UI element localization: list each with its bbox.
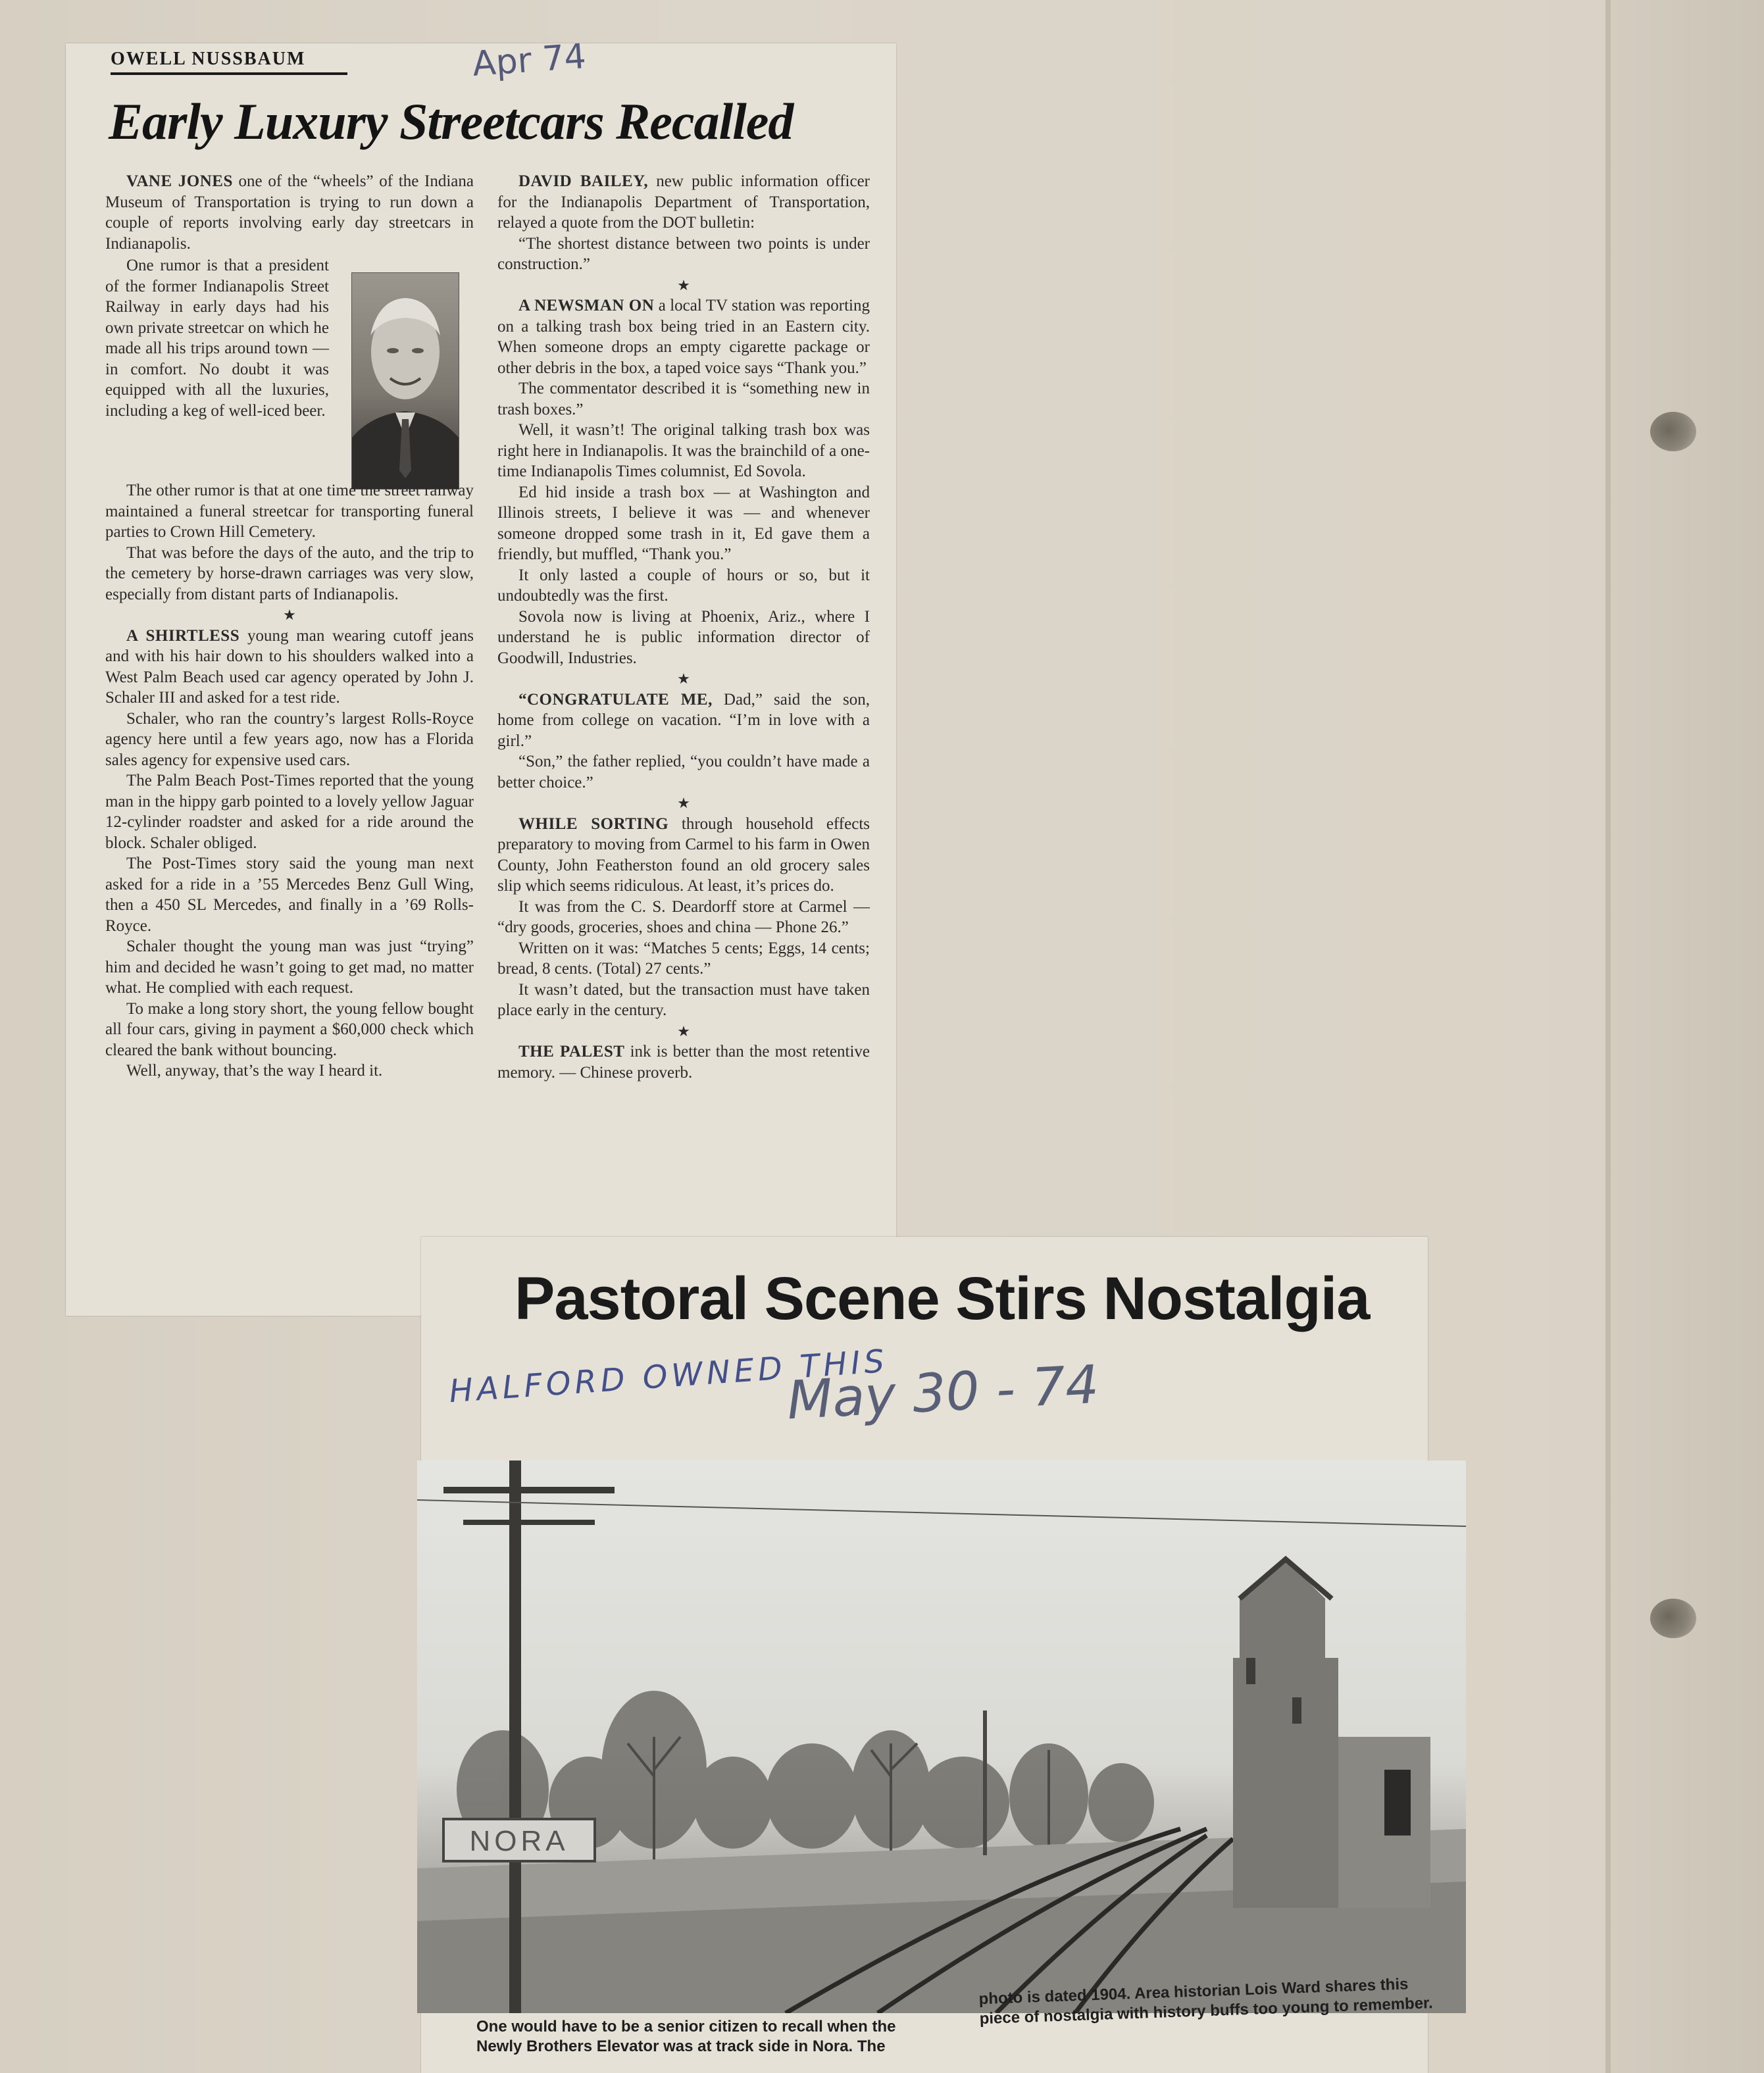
paragraph: The Post-Times story said the young man next asked for a ride in a ’55 Mercedes Benz Gull Wing, then a 450 SL Mercedes, and finally in a ’69 Rolls-Royce. [105,855,474,935]
paragraph: To make a long story short, the young fellow bought all four cars, giving in payment a $60,000 check which cleared the bank without bouncing. [105,999,474,1059]
paragraph: “The shortest distance between two points is under construction.” [497,234,870,273]
paragraph: The other rumor is that at one time the street railway maintained a funeral streetcar for transporting funeral parties to Crown Hill Cemetery. [105,482,474,541]
paragraph-lead: A NEWSMAN ON [518,297,655,314]
photo-caption-right: photo is dated 1904. Area historian Lois Ward shares this piece of nostalgia with history buffs too young to remember. [978,1975,1434,2028]
page-edge [1605,0,1611,2073]
column-1-top [105,171,474,254]
paragraph-lead: A SHIRTLESS [126,626,240,645]
paragraph: VANE JONES one of the “wheels” of the Indiana Museum of Transportation is trying to run down a couple of reports involving early day streetcars in Indianapolis. [105,172,474,253]
punch-hole-top [1650,412,1696,451]
paragraph: “Son,” the father replied, “you couldn’t have made a better choice.” [497,753,870,791]
paragraph: Schaler thought the young man was just “trying” him and decided he wasn’t going to get mad, no matter what. He complied with each request. [105,937,474,997]
photo-caption-left: One would have to be a senior citizen to recall when the Newly Brothers Elevator was at track side in Nora. The [476,2018,896,2055]
paragraph: THE PALEST ink is better than the most retentive memory. — Chinese proverb. [497,1043,870,1082]
paragraph: Written on it was: “Matches 5 cents; Eggs, 14 cents; bread, 8 cents. (Total) 27 cents.” [497,939,870,978]
section-star: ★ [677,1022,690,1039]
paragraph: A SHIRTLESS young man wearing cutoff jeans and with his hair down to his shoulders walked into a West Palm Beach used car agency operated by John J. Schaler III and asked for a test ride. [105,626,474,707]
paragraph: DAVID BAILEY, new public information officer for the Indianapolis Department of Transportation, relayed a quote from the DOT bulletin: [497,172,870,232]
column-1-wrap [105,255,329,421]
column-1-body [105,480,474,1082]
paragraph: Well, it wasn’t! The original talking trash box was right here in Indianapolis. It was the brainchild of a one-time Indianapolis Times columnist, Ed Sovola. [497,421,870,480]
nora-elevator-photo [417,1461,1466,2013]
nora-sign-text: NORA [469,1825,569,1857]
paragraph: That was before the days of the auto, and the trip to the cemetery by horse-drawn carriages was very slow, especially from distant parts of Indianapolis. [105,543,474,603]
paragraph: “CONGRATULATE ME, Dad,” said the son, home from college on vacation. “I’m in love with a girl.” [497,690,870,750]
paragraph-lead: WHILE SORTING [518,814,669,833]
handwritten-date-may: May 30 - 74 [785,1353,1101,1432]
headline-streetcars: Early Luxury Streetcars Recalled [109,93,794,150]
paragraph: Schaler, who ran the country’s largest Rolls-Royce agency here until a few years ago, now has a Florida sales agency for expensive used cars. [105,709,474,769]
section-star: ★ [283,607,296,623]
paragraph-lead: VANE JONES [126,172,233,190]
paragraph: It was from the C. S. Deardorff store at Carmel — “dry goods, groceries, shoes and china — Phone 26.” [497,897,870,936]
column-2-body [497,171,870,1083]
paragraph-lead: THE PALEST [518,1043,625,1061]
paragraph: Ed hid inside a trash box — at Washington and Illinois streets, I believe it was — and whenever someone dropped some trash in it, Ed gave them a friendly, but muffled, “Thank you.” [497,483,870,563]
paragraph: Sovola now is living at Phoenix, Ariz., where I understand he is public information director of Goodwill, Industries. [497,607,870,667]
paragraph: One rumor is that a president of the former Indianapolis Street Railway in early days had his own private streetcar on which he made all his trips around town — in comfort. No doubt it was equipped with all the luxuries, including a keg of well-iced beer. [105,257,329,420]
paragraph: WHILE SORTING through household effects preparatory to moving from Carmel to his farm in Owen County, John Featherston found an old grocery sales slip which seems ridiculous. At least, it’s prices do. [497,814,870,895]
columnist-portrait [351,272,459,489]
section-star: ★ [677,670,690,687]
handwritten-date-apr: Apr 74 [471,37,588,84]
headline-pastoral-scene: Pastoral Scene Stirs Nostalgia [515,1265,1370,1332]
paragraph: The Palm Beach Post-Times reported that the young man in the hippy garb pointed to a lovely yellow Jaguar 12-cylinder roadster and asked for a ride around the block. Schaler obliged. [105,772,474,852]
binder-strip [1611,0,1764,2073]
paragraph: The commentator described it is “something new in trash boxes.” [497,380,870,418]
paragraph: Well, anyway, that’s the way I heard it. [126,1062,383,1080]
section-star: ★ [677,795,690,811]
paragraph: It wasn’t dated, but the transaction must have taken place early in the century. [497,980,870,1019]
paragraph-lead: “CONGRATULATE ME, [518,690,713,709]
paragraph-lead: DAVID BAILEY, [518,172,649,190]
paragraph: It only lasted a couple of hours or so, but it undoubtedly was the first. [497,566,870,605]
paragraph: A NEWSMAN ON a local TV station was reporting on a talking trash box being tried in an Eastern city. When someone drops an empty cigarette package or other debris in the box, a taped voice says “Thank you.” [497,297,870,377]
byline: OWELL NUSSBAUM [111,49,347,75]
section-star: ★ [677,276,690,293]
handwritten-note-halford: HALFORD OWNED THIS [447,1342,890,1411]
punch-hole-bottom [1650,1599,1696,1638]
